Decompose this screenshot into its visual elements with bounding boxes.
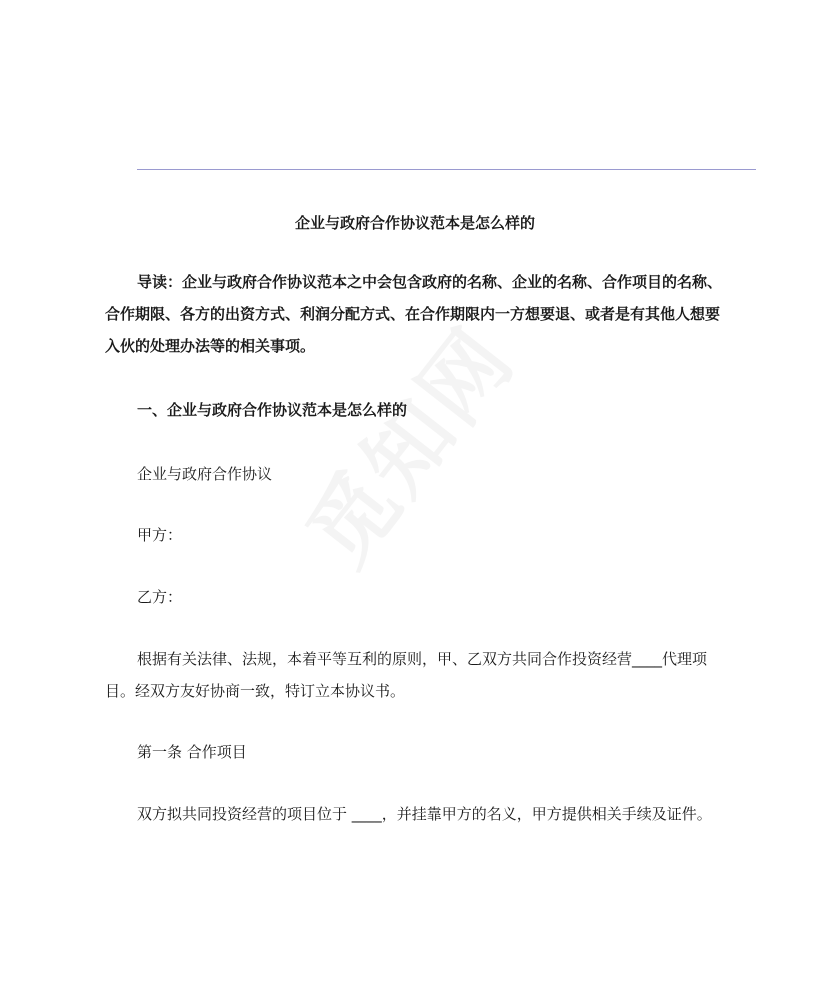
party-b-line: 乙方： (137, 588, 183, 606)
preamble-paragraph: 根据有关法律、法规，本着平等互利的原则，甲、乙双方共同合作投资经营____代理项目。经双方友好协商一致，特订立本协议书。 (105, 650, 708, 700)
party-a-line: 甲方： (137, 526, 183, 544)
article1-heading: 第一条 合作项目 (137, 743, 247, 761)
header-rule (137, 169, 756, 170)
section-heading: 一、企业与政府合作协议范本是怎么样的 (137, 401, 408, 419)
article1-body: 双方拟共同投资经营的项目位于 ____，并挂靠甲方的名义，甲方提供相关手续及证件。 (137, 805, 712, 823)
intro-paragraph: 导读：企业与政府合作协议范本之中会包含政府的名称、企业的名称、合作项目的名称、合作期限、各方的出资方式、利润分配方式、在合作期限内一方想要退、或者是有其他人想要入伙的处理办法等的相关事项。 (105, 273, 723, 355)
agreement-title: 企业与政府合作协议 (137, 465, 273, 483)
document-title: 企业与政府合作协议范本是怎么样的 (294, 214, 535, 232)
